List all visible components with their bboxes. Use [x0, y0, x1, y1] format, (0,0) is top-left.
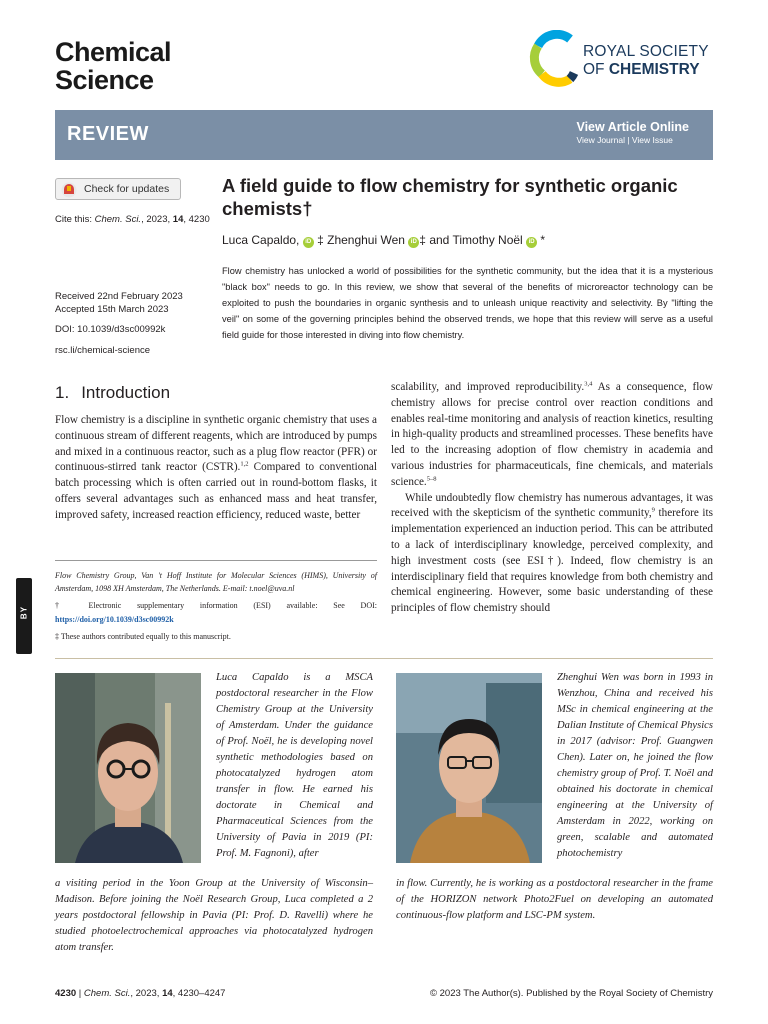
bio-divider: [55, 658, 713, 659]
orcid-icon[interactable]: iD: [303, 237, 314, 248]
article-doi[interactable]: DOI: 10.1039/d3sc00992k: [55, 324, 166, 335]
wen-portrait-photo: [396, 673, 542, 863]
intro-right-column: [391, 380, 713, 617]
intro-paragraph-1-cont: scalability, and improved reproducibility.$^{3,4}$ As a consequence, flow chemistry allows for precise control over reaction conditions and enables real-time monitoring and analysis of reaction kinetics, resulting in high-quality products and streamlined processes. These benefits have led to the increasing adoption of flow chemistry in academia and various industries for pharmaceuticals, fine chemicals, and materials science.$^{5-8}$: [391, 380, 713, 488]
journal-url[interactable]: rsc.li/chemical-science: [55, 345, 151, 356]
publisher-line1: ROYAL SOCIETY: [583, 43, 709, 60]
capaldo-portrait-photo: [55, 673, 201, 863]
footer-citation: 4230 | Chem. Sci., 2023, 14, 4230–4247: [55, 988, 226, 999]
esi-note: † Electronic supplementary information (ESI) available: See DOI: https://doi.org/10.1039/d3sc00992k: [55, 601, 377, 624]
journal-title-line2: Science: [55, 65, 154, 95]
author-capaldo[interactable]: Luca Capaldo,: [222, 233, 300, 247]
view-article-online-link[interactable]: View Article Online: [576, 120, 689, 134]
cite-this: Cite this: Chem. Sci., 2023, 14, 4230: [55, 214, 210, 225]
orcid-icon[interactable]: iD: [526, 237, 537, 248]
footnotes: [55, 569, 377, 647]
article-type-label: REVIEW: [67, 123, 149, 145]
esi-doi-link[interactable]: https://doi.org/10.1039/d3sc00992k: [55, 614, 174, 624]
check-for-updates-button[interactable]: [55, 178, 181, 200]
journal-title-line1: Chemical: [55, 37, 172, 67]
footnote-divider: [55, 560, 377, 561]
intro-left-column: [55, 413, 377, 524]
author-list: Luca Capaldo, iD ‡ Zhenghui Wen iD ‡ and Timothy Noël iD *: [222, 233, 546, 247]
view-journal-issue-links[interactable]: View Journal | View Issue: [576, 135, 673, 145]
bio-wen-bottom: in flow. Currently, he is working as a postdoctoral researcher in the frame of the HORIZON network Photo2Fuel on developing an automated continuous-flow platform and LSC-PM system.: [396, 878, 713, 921]
publisher-line2: OF CHEMISTRY: [583, 61, 700, 78]
author-wen[interactable]: Zhenghui Wen: [327, 233, 405, 247]
intro-paragraph-1: Flow chemistry is a discipline in synthetic organic chemistry that uses a continuous stream of different reagents, which are introduced by pumps and mixed in a continuous reactor, such as a plug flow reactor (PFR) or continuous-stirred tank reactor (CSTR).$^{1,2}$ Compared to conventional batch processing which is often carried out in round-bottom flasks, it offers several advantages such as enhanced mass and heat transfer, improved safety, increased reaction efficiency, reduced waste, better: [55, 414, 377, 521]
crossmark-icon: [61, 182, 77, 198]
section-heading-introduction: 1. Introduction: [55, 383, 171, 402]
intro-paragraph-2: While undoubtedly flow chemistry has numerous advantages, it was received with the skepticism of the synthetic community,$^9$ therefore its implementation experienced an induction period. This can be attributed to a lack of interdisciplinary knowledge, perceived complexity, and high investment costs (see ESI†). Indeed, flow chemistry is an interdisciplinary field that requires knowledge from both chemistry and chemical engineering. However, some basic understanding of these principles of flow chemistry should: [391, 491, 713, 615]
author-noel[interactable]: and Timothy Noël: [429, 233, 523, 247]
cc-by-icon: BY: [19, 605, 29, 620]
cc-license-badge[interactable]: [16, 578, 32, 654]
accepted-date: Accepted 15th March 2023: [55, 304, 169, 315]
affiliation-note: Flow Chemistry Group, Van 't Hoff Institute for Molecular Sciences (HIMS), University of Amsterdam, 1098 XH Amsterdam, The Netherlands. E-mail: t.noel@uva.nl: [55, 571, 377, 594]
article-title: A field guide to flow chemistry for synthetic organic chemists†: [222, 175, 678, 219]
orcid-icon[interactable]: iD: [408, 237, 419, 248]
footer-copyright: © 2023 The Author(s). Published by the Royal Society of Chemistry: [430, 988, 713, 999]
publisher-name: [583, 43, 709, 79]
article-type-banner: [55, 110, 713, 160]
bio-capaldo-top: Luca Capaldo is a MSCA postdoctoral researcher in the Flow Chemistry Group at the University of Amsterdam. Under the guidance of Prof. Noël, he is developing novel synthetic methodologies based on photocatalyzed hydrogen atom transfer in flow. He earned his doctorate in Chemical and Pharmaceutical Sciences from the University of Pavia in 2019 (PI: Prof. M. Fagnoni), after: [216, 672, 373, 859]
abstract: Flow chemistry has unlocked a world of possibilities for the synthetic community, but the idea that it is a mysterious "black box" needs to go. In this review, we show that several of the benefits of microreactor technology can be exploited to push the boundaries in organic synthesis and to unleash unique reactivity and selectivity. By "lifting the veil" on some of the governing principles behind the observed trends, we hope that this review will serve as a useful field guide for those interested in diving into flow chemistry.: [222, 266, 713, 340]
bio-capaldo-bottom: a visiting period in the Yoon Group at the University of Wisconsin–Madison. Before joining the Noël Research Group, Luca completed a 2 years postdoctoral fellowship in Pavia (PI: Prof. D. Ravelli) where he studied photoelectrochemical approaches via photocatalyzed hydrogen atom transfer.: [55, 878, 373, 953]
check-for-updates-label: Check for updates: [84, 183, 170, 195]
received-date: Received 22nd February 2023: [55, 291, 183, 302]
journal-title: [55, 38, 171, 94]
bio-wen-top: Zhenghui Wen was born in 1993 in Wenzhou, China and received his MSc in chemical engineering at the Dalian Institute of Chemical Physics in 2017 (advisor: Prof. Guangwen Chen). Later on, he joined the flow chemistry group of Prof. T. Noël and obtained his doctorate in chemical engineering at the University of Amsterdam in 2022, working on green, scalable and automated photochemistry: [557, 672, 713, 859]
equal-contribution-note: ‡ These authors contributed equally to this manuscript.: [55, 631, 231, 641]
view-online-block: [576, 120, 689, 145]
